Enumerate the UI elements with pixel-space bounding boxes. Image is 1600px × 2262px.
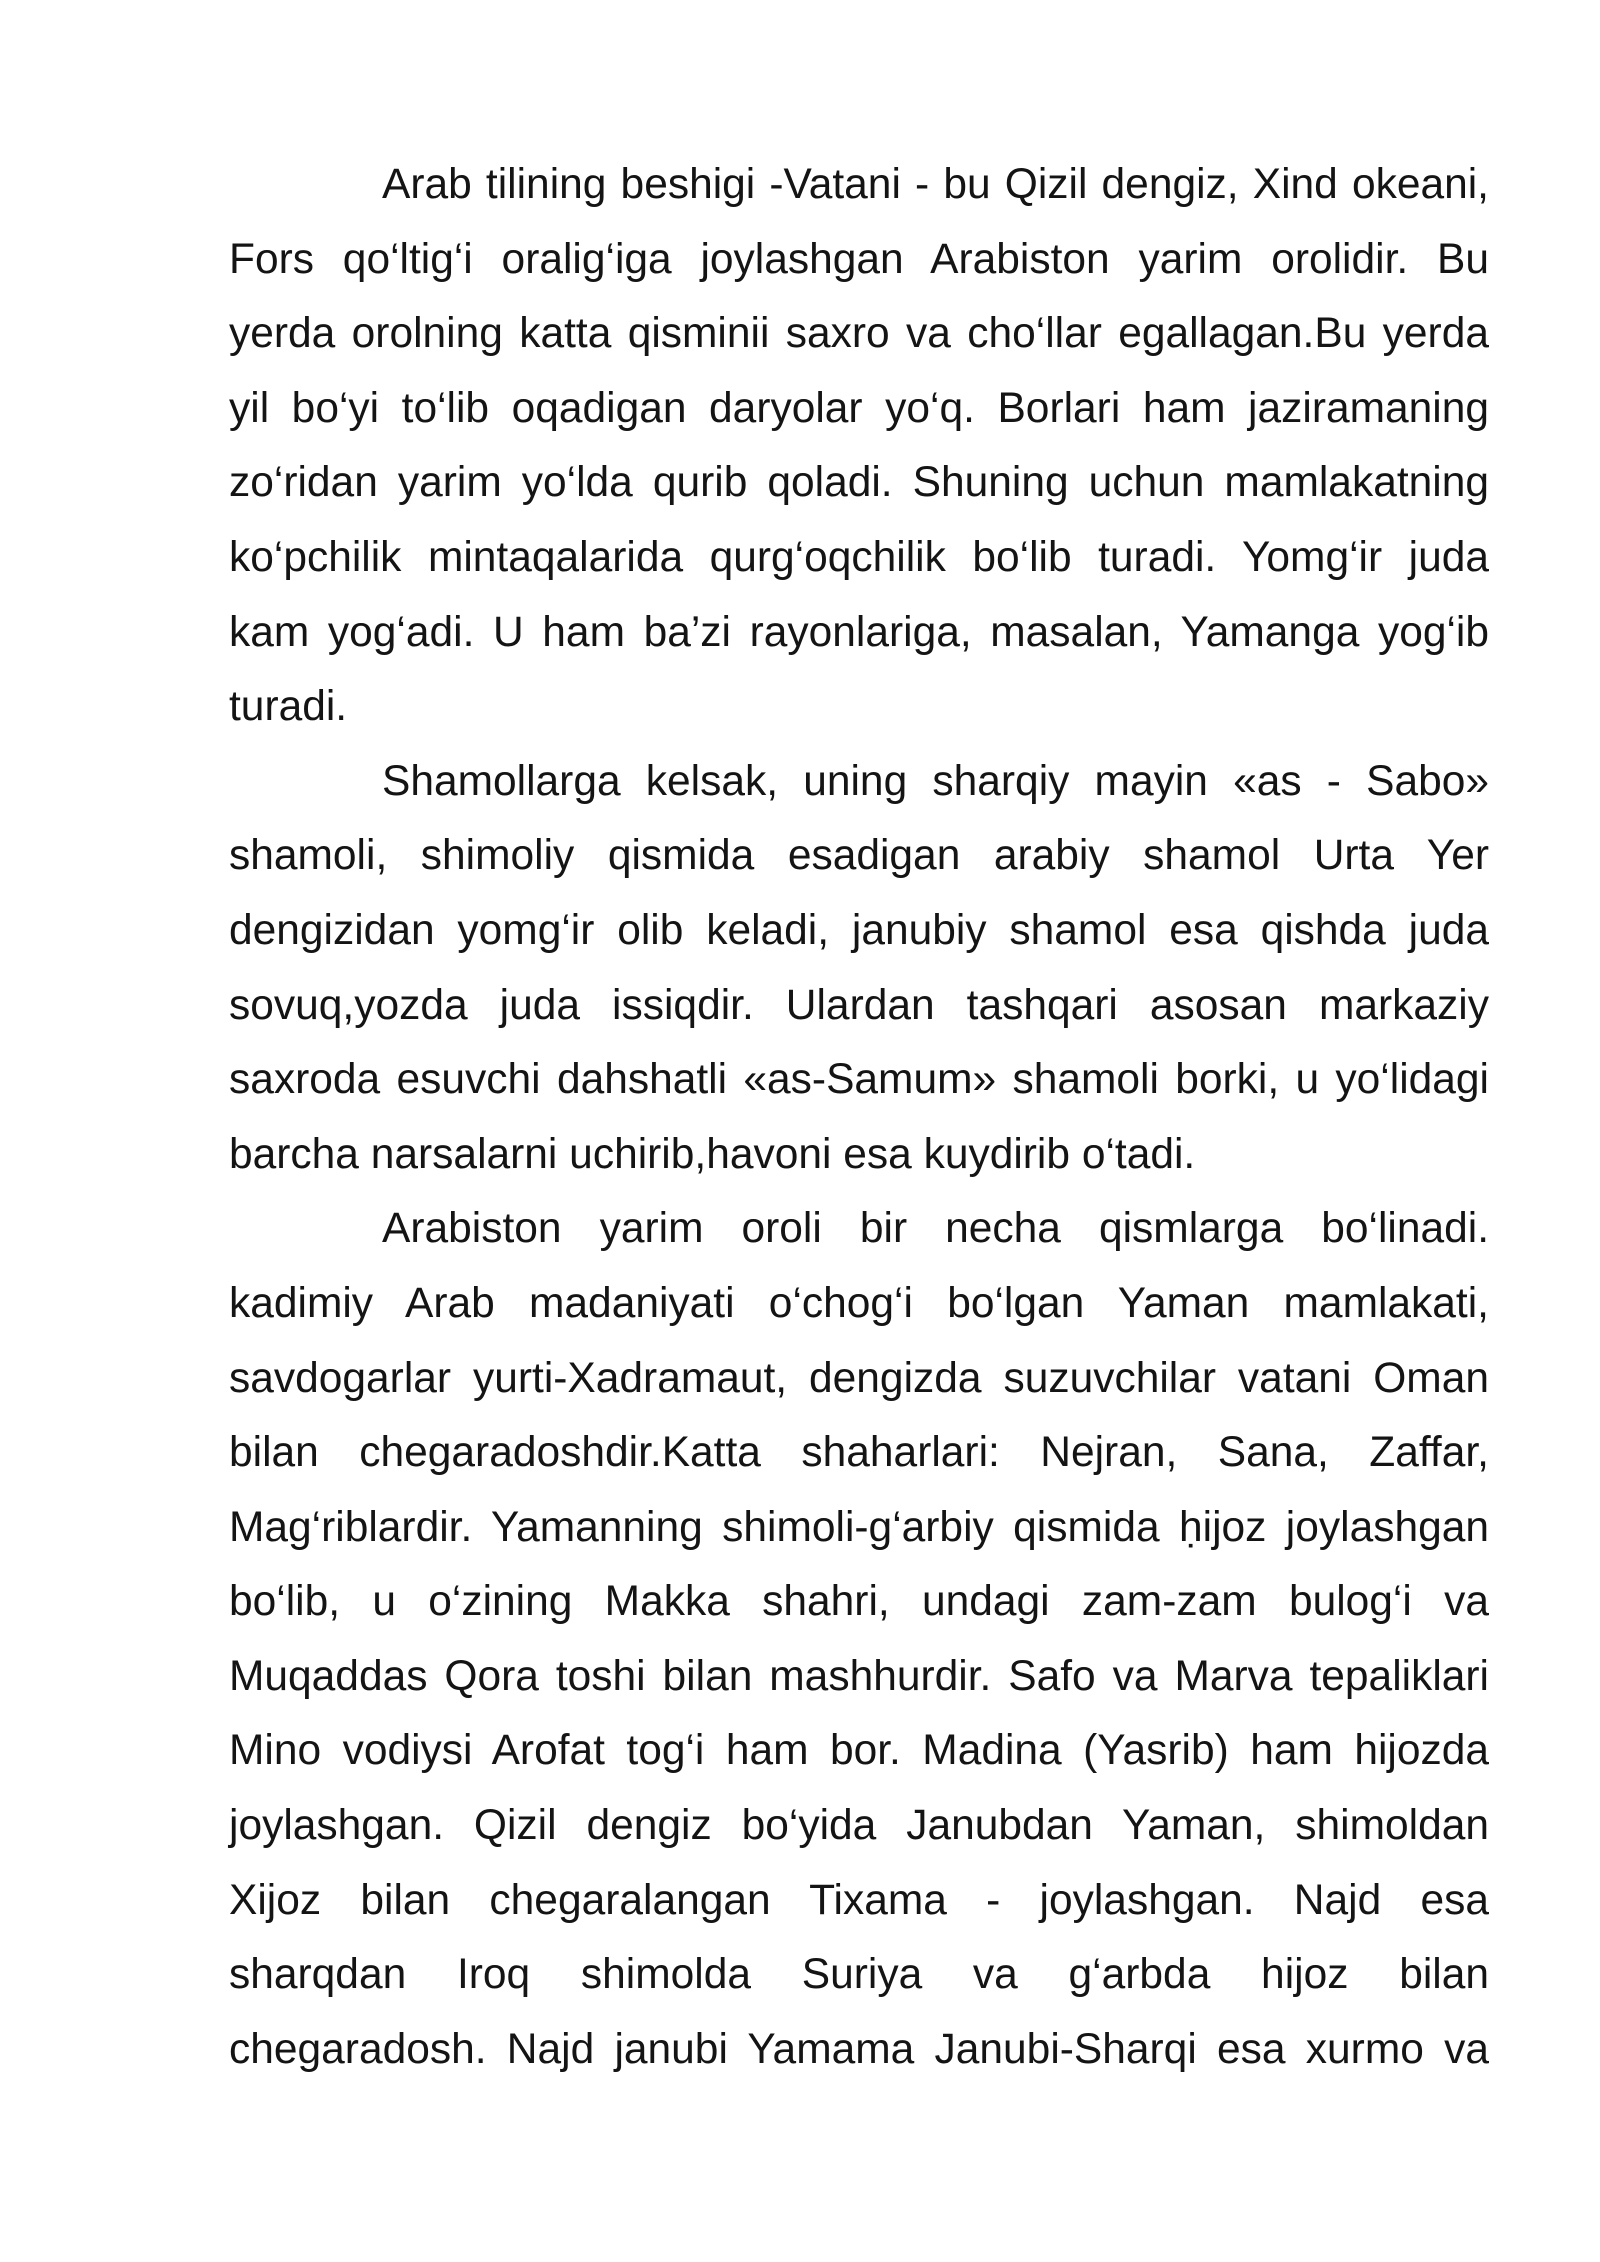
text-line: savdogarlar yurti-Xadramaut, dengizda suzuvchilar vatani Oman <box>229 1354 1489 1402</box>
text-line: Xijoz bilan chegaralangan Tixama - joylashgan. Najd esa <box>229 1876 1489 1924</box>
text-line: zo‘ridan yarim yo‘lda qurib qoladi. Shuning uchun mamlakatning <box>229 459 1489 507</box>
text-line: Fors qo‘ltig‘i oralig‘iga joylashgan Arabiston yarim orolidir. Bu <box>229 235 1489 283</box>
text-line: shamoli, shimoliy qismida esadigan arabiy shamol Urta Yer <box>229 832 1489 880</box>
text-line: saxroda esuvchi dahshatli «as-Samum» shamoli borki, u yo‘lidagi <box>229 1056 1489 1104</box>
text-line: dengizidan yomg‘ir olib keladi, janubiy shamol esa qishda juda <box>229 906 1489 954</box>
text-line: barcha narsalarni uchirib,havoni esa kuydirib o‘tadi. <box>229 1130 1196 1178</box>
text-line: joylashgan. Qizil dengiz bo‘yida Janubdan Yaman, shimoldan <box>229 1802 1489 1850</box>
text-line: bo‘lib, u o‘zining Makka shahri, undagi zam-zam bulog‘i va <box>229 1578 1489 1626</box>
text-line: bilan chegaradoshdir.Katta shaharlari: Nejran, Sana, Zaffar, <box>229 1429 1489 1477</box>
text-line: Muqaddas Qora toshi bilan mashhurdir. Safo va Marva tepaliklari <box>229 1652 1489 1700</box>
text-line: Arabiston yarim oroli bir necha qismlarga bo‘linadi. <box>382 1205 1489 1253</box>
text-line: turadi. <box>229 683 348 731</box>
text-line: Shamollarga kelsak, uning sharqiy mayin «as - Sabo» <box>382 757 1489 805</box>
text-line: chegaradosh. Najd janubi Yamama Janubi-Sharqi esa xurmo va <box>229 2025 1489 2073</box>
text-line: sharqdan Iroq shimolda Suriya va g‘arbda hijoz bilan <box>229 1951 1489 1999</box>
text-line: yerda orolning katta qisminii saxro va cho‘llar egallagan.Bu yerda <box>229 310 1489 358</box>
text-line: Mino vodiysi Arofat tog‘i ham bor. Madina (Yasrib) ham hijozda <box>229 1727 1489 1775</box>
text-line: Arab tilining beshigi -Vatani - bu Qizil dengiz, Xind okeani, <box>382 161 1489 208</box>
text-line: ko‘pchilik mintaqalarida qurg‘oqchilik bo‘lib turadi. Yomg‘ir juda <box>229 533 1489 581</box>
text-line: Mag‘riblardir. Yamanning shimoli-g‘arbiy qismida ḥijoz joylashgan <box>229 1503 1489 1551</box>
text-line: kadimiy Arab madaniyati o‘chog‘i bo‘lgan Yaman mamlakati, <box>229 1279 1489 1327</box>
text-line: sovuq,yozda juda issiqdir. Ulardan tashqari asosan markaziy <box>229 981 1489 1029</box>
body-text <box>229 148 1489 2087</box>
text-line: yil bo‘yi to‘lib oqadigan daryolar yo‘q. Borlari ham jaziramaning <box>229 384 1489 432</box>
text-line: kam yog‘adi. U ham ba’zi rayonlariga, masalan, Yamanga yog‘ib <box>229 608 1489 656</box>
